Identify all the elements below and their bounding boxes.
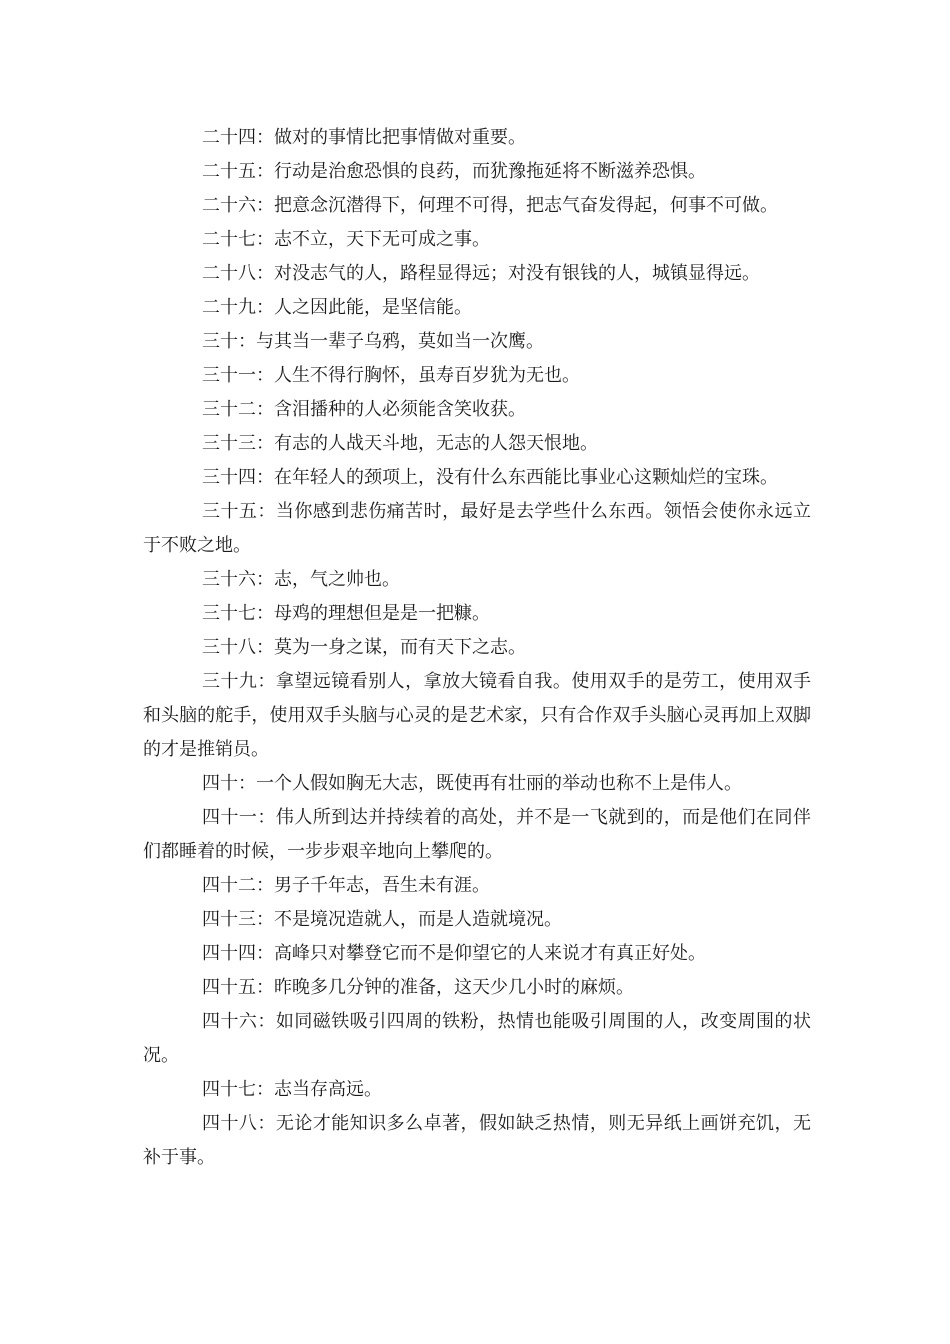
quote-paragraph: 三十二：含泪播种的人必须能含笑收获。 — [202, 399, 526, 420]
quote-paragraph: 四十：一个人假如胸无大志，既使再有壮丽的举动也称不上是伟人。 — [202, 773, 742, 794]
quote-paragraph: 三十七：母鸡的理想但是是一把糠。 — [202, 603, 490, 624]
quote-paragraph: 三十：与其当一辈子乌鸦，莫如当一次鹰。 — [202, 331, 544, 352]
quote-paragraph: 三十六：志，气之帅也。 — [202, 569, 400, 590]
quote-list — [143, 121, 811, 1175]
quote-paragraph: 四十七：志当存高远。 — [202, 1079, 382, 1100]
quote-paragraph: 二十九：人之因此能，是坚信能。 — [202, 297, 472, 318]
quote-paragraph: 三十四：在年轻人的颈项上，没有什么东西能比事业心这颗灿烂的宝珠。 — [202, 467, 778, 488]
quote-paragraph: 二十五：行动是治愈恐惧的良药，而犹豫拖延将不断滋养恐惧。 — [202, 161, 706, 182]
quote-paragraph: 四十一：伟人所到达并持续着的高处，并不是一飞就到的，而是他们在同伴们都睡着的时候，一步步艰辛地向上攀爬的。 — [143, 807, 811, 862]
quote-paragraph: 二十六：把意念沉潜得下，何理不可得，把志气奋发得起，何事不可做。 — [202, 195, 778, 216]
quote-paragraph: 三十三：有志的人战天斗地，无志的人怨天恨地。 — [202, 433, 598, 454]
quote-paragraph: 四十八：无论才能知识多么卓著，假如缺乏热情，则无异纸上画饼充饥，无补于事。 — [143, 1113, 811, 1168]
quote-paragraph: 二十七：志不立，天下无可成之事。 — [202, 229, 490, 250]
quote-paragraph: 三十八：莫为一身之谋，而有天下之志。 — [202, 637, 526, 658]
quote-paragraph: 四十五：昨晚多几分钟的准备，这天少几小时的麻烦。 — [202, 977, 634, 998]
quote-paragraph: 三十九：拿望远镜看别人，拿放大镜看自我。使用双手的是劳工，使用双手和头脑的舵手，使用双手头脑与心灵的是艺术家，只有合作双手头脑心灵再加上双脚的才是推销员。 — [143, 671, 811, 760]
quote-paragraph: 二十四：做对的事情比把事情做对重要。 — [202, 127, 526, 148]
quote-paragraph: 三十五：当你感到悲伤痛苦时，最好是去学些什么东西。领悟会使你永远立于不败之地。 — [143, 501, 811, 556]
quote-paragraph: 四十六：如同磁铁吸引四周的铁粉，热情也能吸引周围的人，改变周围的状况。 — [143, 1011, 811, 1066]
quote-paragraph: 四十三：不是境况造就人，而是人造就境况。 — [202, 909, 562, 930]
quote-paragraph: 四十二：男子千年志，吾生未有涯。 — [202, 875, 490, 896]
quote-paragraph: 四十四：高峰只对攀登它而不是仰望它的人来说才有真正好处。 — [202, 943, 706, 964]
quote-paragraph: 二十八：对没志气的人，路程显得远；对没有银钱的人，城镇显得远。 — [202, 263, 760, 284]
quote-paragraph: 三十一：人生不得行胸怀，虽寿百岁犹为无也。 — [202, 365, 580, 386]
